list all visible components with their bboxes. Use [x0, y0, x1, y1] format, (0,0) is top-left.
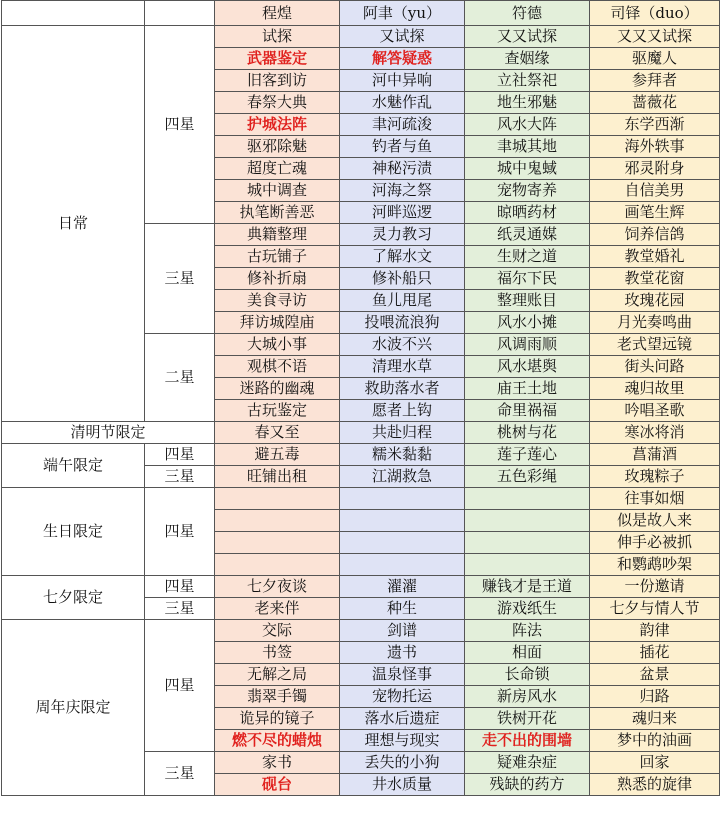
task-cell: 修补折扇 [215, 268, 340, 290]
star-rank-cell: 二星 [145, 334, 215, 422]
task-cell: 老式望远镜 [590, 334, 720, 356]
task-cell [465, 532, 590, 554]
task-cell: 走不出的围墙 [465, 730, 590, 752]
task-cell: 了解水文 [340, 246, 465, 268]
header-row [2, 1, 720, 26]
task-cell: 阵法 [465, 620, 590, 642]
task-cell: 似是故人来 [590, 510, 720, 532]
task-cell [215, 488, 340, 510]
task-cell: 月光奏鸣曲 [590, 312, 720, 334]
task-cell: 迷路的幽魂 [215, 378, 340, 400]
task-cell: 钓者与鱼 [340, 136, 465, 158]
table-row [2, 576, 720, 598]
task-cell: 东学西渐 [590, 114, 720, 136]
task-cell: 回家 [590, 752, 720, 774]
task-cell: 画笔生辉 [590, 202, 720, 224]
task-cell: 美食寻访 [215, 290, 340, 312]
task-cell: 玫瑰花园 [590, 290, 720, 312]
task-cell: 归路 [590, 686, 720, 708]
task-cell [465, 488, 590, 510]
task-cell: 又试探 [340, 26, 465, 48]
task-cell: 修补船只 [340, 268, 465, 290]
task-cell: 莲子莲心 [465, 444, 590, 466]
task-cell: 教堂婚礼 [590, 246, 720, 268]
table-row [2, 422, 720, 444]
task-cell: 砚台 [215, 774, 340, 796]
task-cell: 投喂流浪狗 [340, 312, 465, 334]
task-cell: 驱邪除魅 [215, 136, 340, 158]
task-cell: 风水大阵 [465, 114, 590, 136]
task-cell: 吟唱圣歌 [590, 400, 720, 422]
task-cell: 相面 [465, 642, 590, 664]
category-cell: 生日限定 [2, 488, 145, 576]
table-row [2, 620, 720, 642]
task-cell: 丢失的小狗 [340, 752, 465, 774]
task-cell: 教堂花窗 [590, 268, 720, 290]
task-cell: 古玩鉴定 [215, 400, 340, 422]
task-cell: 晾晒药材 [465, 202, 590, 224]
task-cell: 超度亡魂 [215, 158, 340, 180]
task-cell: 一份邀请 [590, 576, 720, 598]
header-character: 程煌 [215, 1, 340, 26]
task-cell: 寒冰将消 [590, 422, 720, 444]
task-cell: 参拜者 [590, 70, 720, 92]
category-cell: 七夕限定 [2, 576, 145, 620]
task-cell: 长命锁 [465, 664, 590, 686]
task-cell: 护城法阵 [215, 114, 340, 136]
task-cell: 又又试探 [465, 26, 590, 48]
task-cell: 邪灵附身 [590, 158, 720, 180]
task-cell: 新房风水 [465, 686, 590, 708]
header-character: 司铎（duo） [590, 1, 720, 26]
task-cell: 避五毒 [215, 444, 340, 466]
star-rank-cell: 三星 [145, 466, 215, 488]
task-cell: 生财之道 [465, 246, 590, 268]
task-cell: 交际 [215, 620, 340, 642]
task-cell: 河畔巡逻 [340, 202, 465, 224]
task-cell: 清理水草 [340, 356, 465, 378]
task-cell: 查姻缘 [465, 48, 590, 70]
task-cell: 解答疑惑 [340, 48, 465, 70]
star-rank-cell: 四星 [145, 576, 215, 598]
task-cell: 风水小摊 [465, 312, 590, 334]
task-cell: 铁树开花 [465, 708, 590, 730]
task-cell: 立社祭祀 [465, 70, 590, 92]
task-cell: 剑谱 [340, 620, 465, 642]
task-cell: 温泉怪事 [340, 664, 465, 686]
task-cell: 桃树与花 [465, 422, 590, 444]
header-blank [2, 1, 145, 26]
task-cell: 书签 [215, 642, 340, 664]
task-cell: 庙王土地 [465, 378, 590, 400]
task-cell: 家书 [215, 752, 340, 774]
task-cell: 濯濯 [340, 576, 465, 598]
task-cell: 古玩铺子 [215, 246, 340, 268]
task-cell: 魂归来 [590, 708, 720, 730]
task-cell: 七夕与情人节 [590, 598, 720, 620]
task-cell: 救助落水者 [340, 378, 465, 400]
task-cell: 老来伴 [215, 598, 340, 620]
task-cell: 宠物寄养 [465, 180, 590, 202]
task-cell: 福尔下民 [465, 268, 590, 290]
task-cell: 理想与现实 [340, 730, 465, 752]
task-cell: 风水堪舆 [465, 356, 590, 378]
task-cell: 拜访城隍庙 [215, 312, 340, 334]
task-cell: 玫瑰粽子 [590, 466, 720, 488]
task-cell: 魂归故里 [590, 378, 720, 400]
star-rank-cell: 三星 [145, 752, 215, 796]
task-cell: 旧客到访 [215, 70, 340, 92]
task-cell: 赚钱才是王道 [465, 576, 590, 598]
task-cell: 观棋不语 [215, 356, 340, 378]
task-cell: 聿河疏浚 [340, 114, 465, 136]
task-cell: 命里祸福 [465, 400, 590, 422]
star-rank-cell: 三星 [145, 598, 215, 620]
task-cell: 燃不尽的蜡烛 [215, 730, 340, 752]
task-cell: 地生邪魅 [465, 92, 590, 114]
task-cell: 风调雨顺 [465, 334, 590, 356]
star-rank-cell: 四星 [145, 488, 215, 576]
task-cell [340, 488, 465, 510]
task-cell: 蔷薇花 [590, 92, 720, 114]
task-cell: 游戏纸生 [465, 598, 590, 620]
header-character: 符德 [465, 1, 590, 26]
task-cell: 伸手必被抓 [590, 532, 720, 554]
task-cell: 种生 [340, 598, 465, 620]
task-cell: 翡翠手镯 [215, 686, 340, 708]
task-cell: 宠物托运 [340, 686, 465, 708]
task-cell: 井水质量 [340, 774, 465, 796]
task-cell: 水魅作乱 [340, 92, 465, 114]
task-cell [215, 554, 340, 576]
task-cell: 无解之局 [215, 664, 340, 686]
task-cell: 共赴归程 [340, 422, 465, 444]
task-cell: 糯米黏黏 [340, 444, 465, 466]
task-cell: 往事如烟 [590, 488, 720, 510]
task-cell: 河中异响 [340, 70, 465, 92]
task-cell: 街头问路 [590, 356, 720, 378]
task-cell: 菖蒲酒 [590, 444, 720, 466]
task-cell [215, 510, 340, 532]
task-cell: 江湖救急 [340, 466, 465, 488]
task-cell: 执笔断善恶 [215, 202, 340, 224]
task-cell: 海外轶事 [590, 136, 720, 158]
table-body [2, 26, 720, 796]
task-cell [215, 532, 340, 554]
task-cell: 七夕夜谈 [215, 576, 340, 598]
task-cell: 自信美男 [590, 180, 720, 202]
task-cell: 城中调查 [215, 180, 340, 202]
task-cell: 大城小事 [215, 334, 340, 356]
star-rank-cell: 四星 [145, 444, 215, 466]
header-character: 阿聿（yu） [340, 1, 465, 26]
task-cell: 插花 [590, 642, 720, 664]
task-cell: 灵力教习 [340, 224, 465, 246]
task-cell: 水波不兴 [340, 334, 465, 356]
task-cell [465, 510, 590, 532]
task-cell: 韵律 [590, 620, 720, 642]
task-cell: 旺铺出租 [215, 466, 340, 488]
task-cell: 武器鉴定 [215, 48, 340, 70]
task-cell: 试探 [215, 26, 340, 48]
task-cell: 又又又试探 [590, 26, 720, 48]
task-cell: 城中鬼蜮 [465, 158, 590, 180]
table-row [2, 444, 720, 466]
task-cell: 落水后遗症 [340, 708, 465, 730]
star-rank-cell: 四星 [145, 26, 215, 224]
category-cell: 周年庆限定 [2, 620, 145, 796]
task-cell: 春祭大典 [215, 92, 340, 114]
task-cell [340, 554, 465, 576]
task-cell: 春又至 [215, 422, 340, 444]
star-rank-cell: 四星 [145, 620, 215, 752]
task-cell: 疑难杂症 [465, 752, 590, 774]
task-cell [340, 532, 465, 554]
task-cell: 整理账目 [465, 290, 590, 312]
task-cell [340, 510, 465, 532]
task-cell: 驱魔人 [590, 48, 720, 70]
task-cell: 鱼儿甩尾 [340, 290, 465, 312]
task-cell: 残缺的药方 [465, 774, 590, 796]
task-cell: 盆景 [590, 664, 720, 686]
star-rank-cell: 三星 [145, 224, 215, 334]
task-cell: 和鹦鹉吵架 [590, 554, 720, 576]
table-row [2, 26, 720, 48]
table-row [2, 488, 720, 510]
task-cell: 纸灵通媒 [465, 224, 590, 246]
task-cell: 聿城其地 [465, 136, 590, 158]
task-cell: 诡异的镜子 [215, 708, 340, 730]
task-cell: 河海之祭 [340, 180, 465, 202]
task-cell: 五色彩绳 [465, 466, 590, 488]
task-cell: 熟悉的旋律 [590, 774, 720, 796]
task-cell: 梦中的油画 [590, 730, 720, 752]
task-cell: 神秘污渍 [340, 158, 465, 180]
task-cell: 典籍整理 [215, 224, 340, 246]
task-cell [465, 554, 590, 576]
category-cell: 日常 [2, 26, 145, 422]
header-blank [145, 1, 215, 26]
category-cell: 清明节限定 [2, 422, 215, 444]
category-cell: 端午限定 [2, 444, 145, 488]
task-cell: 饲养信鸽 [590, 224, 720, 246]
task-cell: 遗书 [340, 642, 465, 664]
task-cell: 愿者上钩 [340, 400, 465, 422]
task-table [1, 0, 720, 796]
